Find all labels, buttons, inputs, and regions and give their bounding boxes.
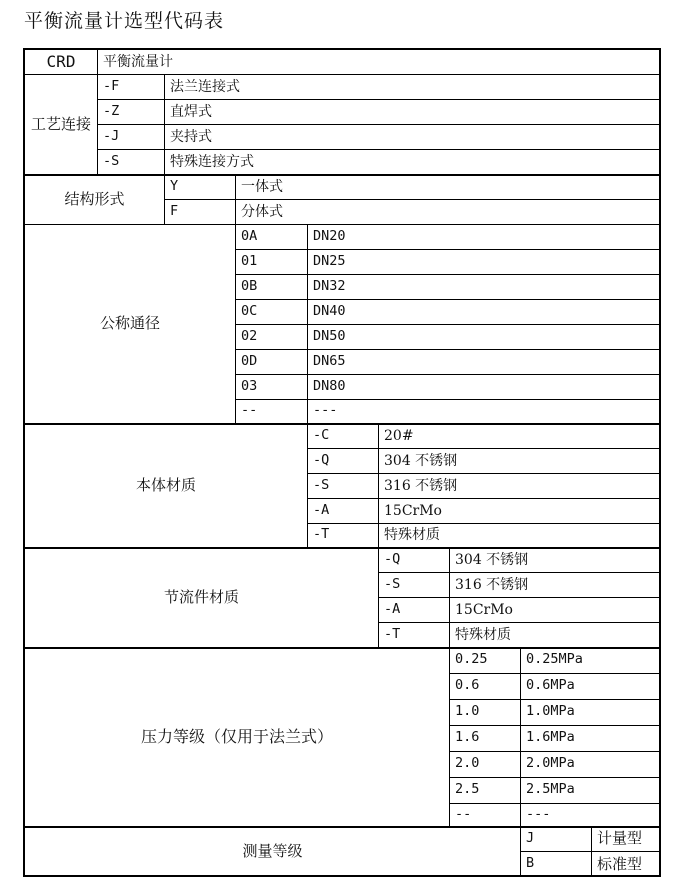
body-material-code: -S [313, 476, 330, 493]
body-material-label: 本体材质 [135, 475, 196, 494]
pressure-code: 0.6 [455, 677, 480, 694]
crd-label: CRD [46, 52, 76, 71]
body-material-desc: 316 不锈钢 [384, 477, 458, 494]
throttle-material-desc: 特殊材质 [455, 626, 511, 643]
throttle-material-code: -A [384, 600, 401, 617]
measurement-code: J [526, 829, 535, 846]
crd-value: 平衡流量计 [103, 54, 173, 70]
pressure-code: 1.0 [455, 703, 480, 720]
diameter-desc: DN40 [313, 302, 346, 319]
selection-code-table [23, 48, 661, 877]
throttle-material-code: -S [384, 575, 401, 592]
diameter-code: -- [241, 402, 258, 419]
body-material-code: -C [313, 426, 330, 443]
structure-label: 结构形式 [64, 189, 125, 208]
pressure-desc: 1.0MPa [526, 703, 575, 720]
measurement-label: 测量等级 [242, 842, 303, 860]
pressure-desc: 1.6MPa [526, 729, 575, 746]
pressure-desc: --- [526, 805, 551, 822]
pressure-desc: 0.6MPa [526, 677, 575, 694]
connection-desc: 直焊式 [170, 103, 212, 120]
diameter-code: 0B [241, 277, 258, 294]
structure-code: F [170, 202, 179, 219]
pressure-label: 压力等级（仅用于法兰式） [140, 726, 333, 746]
connection-code: -S [103, 152, 120, 169]
diameter-desc: DN32 [313, 277, 346, 294]
diameter-code: 0A [241, 227, 258, 244]
diameter-desc: --- [313, 402, 338, 419]
pressure-desc: 0.25MPa [526, 651, 583, 668]
throttle-material-desc: 304 不锈钢 [455, 551, 529, 568]
diameter-desc: DN50 [313, 327, 346, 344]
body-material-code: -T [313, 526, 330, 543]
connection-desc: 特殊连接方式 [170, 153, 254, 170]
diameter-code: 03 [241, 377, 258, 394]
connection-code: -F [103, 77, 120, 94]
diameter-code: 01 [241, 252, 258, 269]
pressure-code: 2.0 [455, 755, 480, 772]
diameter-desc: DN80 [313, 377, 346, 394]
diameter-desc: DN20 [313, 227, 346, 244]
body-material-code: -Q [313, 451, 330, 468]
throttle-material-desc: 15CrMo [455, 601, 513, 618]
diameter-label: 公称通径 [99, 314, 160, 332]
body-material-desc: 特殊材质 [384, 527, 440, 543]
pressure-code: 1.6 [455, 729, 480, 746]
connection-code: -J [103, 127, 120, 144]
diameter-desc: DN65 [313, 352, 346, 369]
measurement-desc: 标准型 [597, 854, 643, 873]
structure-desc: 一体式 [241, 178, 283, 195]
connection-desc: 法兰连接式 [170, 78, 240, 95]
document-title: 平衡流量计选型代码表 [24, 10, 225, 32]
throttle-material-code: -T [384, 625, 401, 642]
pressure-code: 2.5 [455, 781, 480, 798]
throttle-material-label: 节流件材质 [163, 587, 239, 606]
pressure-code: -- [455, 805, 472, 822]
structure-code: Y [170, 177, 179, 194]
diameter-code: 02 [241, 327, 258, 344]
throttle-material-desc: 316 不锈钢 [455, 576, 529, 593]
body-material-desc: 304 不锈钢 [384, 452, 458, 469]
body-material-code: -A [313, 501, 330, 518]
body-material-desc: 15CrMo [384, 502, 442, 519]
pressure-code: 0.25 [455, 651, 488, 668]
diameter-code: 0C [241, 302, 258, 319]
body-material-desc: 20# [384, 427, 414, 444]
throttle-material-code: -Q [384, 550, 401, 567]
diameter-desc: DN25 [313, 252, 346, 269]
pressure-desc: 2.0MPa [526, 755, 575, 772]
connection-label: 工艺连接 [31, 115, 92, 133]
diameter-code: 0D [241, 352, 258, 369]
connection-desc: 夹持式 [170, 128, 212, 145]
measurement-code: B [526, 855, 535, 872]
structure-desc: 分体式 [241, 203, 283, 220]
connection-code: -Z [103, 102, 120, 119]
pressure-desc: 2.5MPa [526, 781, 575, 798]
measurement-desc: 计量型 [597, 829, 643, 847]
